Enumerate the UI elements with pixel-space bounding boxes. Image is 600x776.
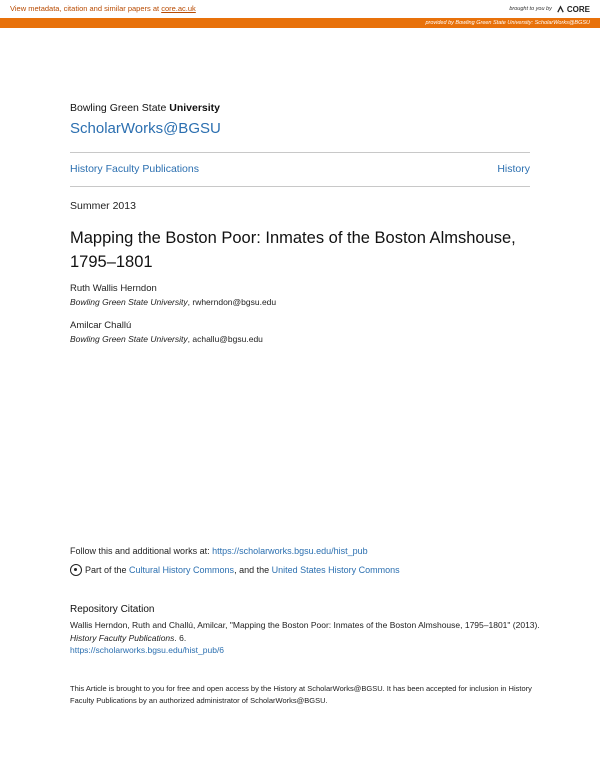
brought-to-you-text: brought to you by <box>509 6 552 12</box>
affiliation-name: Bowling Green State University <box>70 297 188 307</box>
divider <box>70 152 530 153</box>
us-history-commons-link[interactable]: United States History Commons <box>271 565 400 575</box>
repository-citation <box>70 619 540 657</box>
citation-number: . 6. <box>174 632 187 643</box>
follow-text: Follow this and additional works at: <box>70 546 213 556</box>
core-metadata-notice <box>0 0 235 18</box>
repository-citation-heading: Repository Citation <box>70 604 155 615</box>
follow-line <box>70 546 368 556</box>
citation-text: Wallis Herndon, Ruth and Challú, Amilcar, "Mapping the Boston Poor: Inmates of the Boston Almshouse, 1795–1801" (2013). <box>70 620 540 630</box>
scholarworks-link[interactable]: ScholarWorks@BGSU <box>70 120 221 137</box>
access-statement: This Article is brought to you for free and open access by the History at ScholarWorks@BGSU. It has been accepted for inclusion in History Faculty Publications by an authorized administrator of ScholarWorks@BGSU. <box>70 684 532 705</box>
core-logo-text: CORE <box>566 4 590 14</box>
author-email[interactable]: , rwherndon@bgsu.edu <box>187 297 277 307</box>
core-branding <box>509 2 590 16</box>
core-banner <box>0 0 600 18</box>
collection-link[interactable]: History Faculty Publications <box>70 163 199 175</box>
part-of-line <box>70 564 400 576</box>
part-of-middle: , and the <box>234 565 272 575</box>
core-link[interactable]: core.ac.uk <box>161 4 196 13</box>
cultural-history-commons-link[interactable]: Cultural History Commons <box>129 565 235 575</box>
department-link[interactable]: History <box>497 163 530 175</box>
affiliation-name: Bowling Green State University <box>70 334 188 344</box>
author-name: Ruth Wallis Herndon <box>70 283 157 294</box>
author-email[interactable]: , achallu@bgsu.edu <box>187 334 263 344</box>
citation-url-link[interactable]: https://scholarworks.bgsu.edu/hist_pub/6 <box>70 645 225 655</box>
university-prefix: Bowling Green State <box>70 102 170 114</box>
author-affiliation <box>70 297 276 307</box>
collection-url-link[interactable]: https://scholarworks.bgsu.edu/hist_pub <box>212 546 368 556</box>
divider <box>70 186 530 187</box>
provider-bar <box>0 18 600 28</box>
university-bold: University <box>169 102 221 114</box>
author-affiliation <box>70 334 263 344</box>
core-logo-icon <box>556 5 565 14</box>
citation-journal: History Faculty Publications <box>70 632 175 643</box>
core-notice-text: View metadata, citation and similar papers at <box>10 4 162 13</box>
commons-icon <box>70 564 82 576</box>
publication-date: Summer 2013 <box>70 200 136 212</box>
provider-text: provided by Bowling Green State University: ScholarWorks@BGSU <box>425 20 590 26</box>
university-name <box>70 102 220 114</box>
article-title: Mapping the Boston Poor: Inmates of the Boston Almshouse, 1795–1801 <box>70 229 516 271</box>
part-of-text <box>85 565 400 575</box>
author-name: Amilcar Challú <box>70 320 132 331</box>
core-logo[interactable] <box>556 5 590 14</box>
part-of-prefix: Part of the <box>85 565 130 575</box>
